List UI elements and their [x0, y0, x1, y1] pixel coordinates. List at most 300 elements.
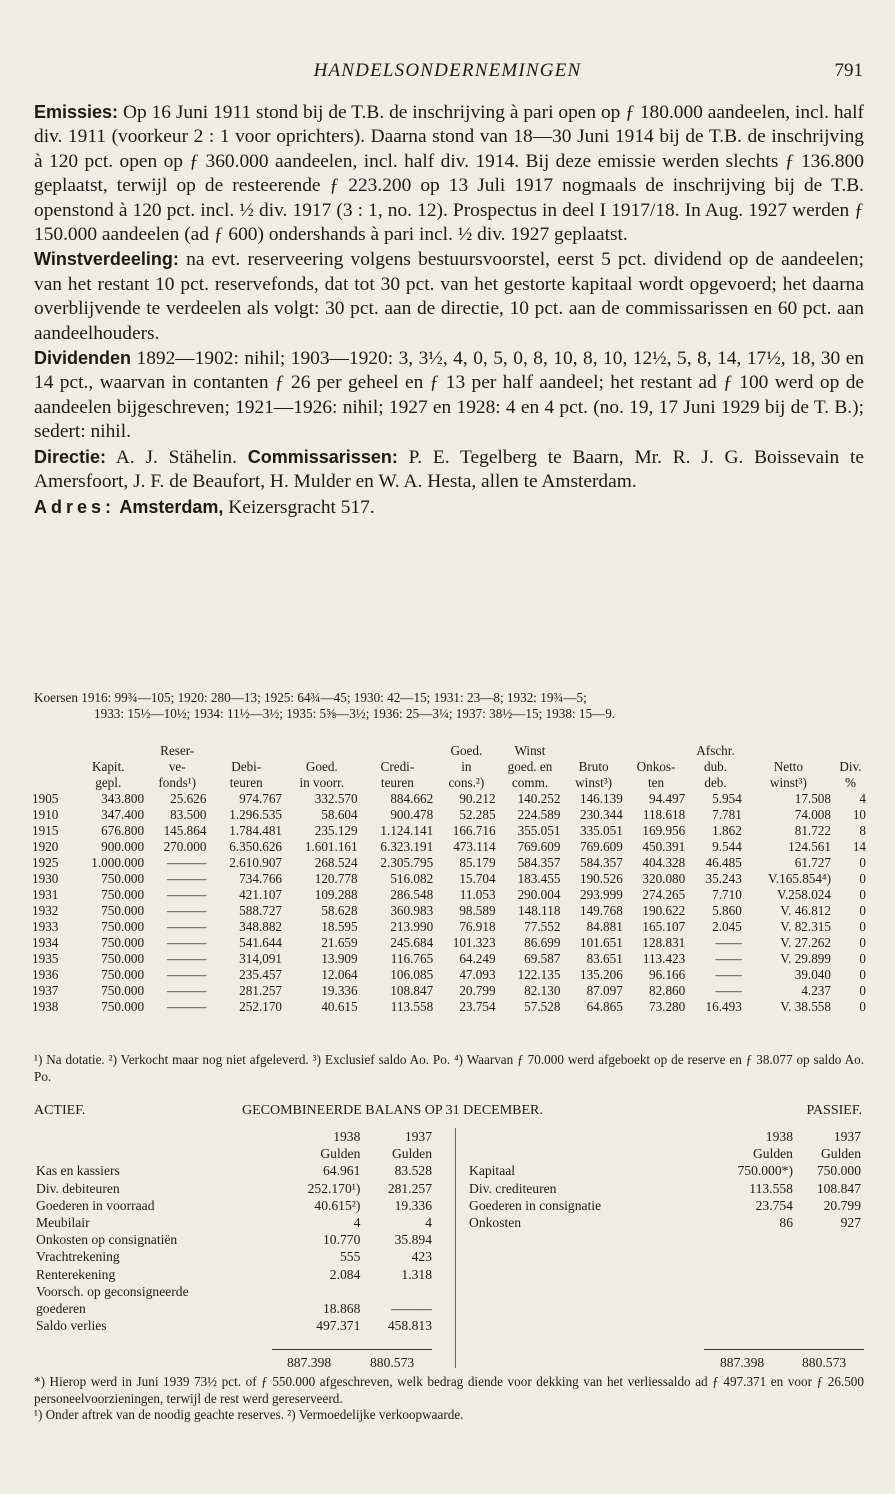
table-cell: 9.544 [712, 839, 742, 854]
table-row [30, 999, 868, 1015]
table-cell: 7.781 [712, 807, 742, 822]
balance-row [34, 1283, 434, 1300]
year-cell: 1933 [32, 919, 59, 934]
table-cell: 750.000 [101, 871, 145, 886]
table-cell: 82.130 [524, 983, 561, 998]
table-cell: 140.252 [517, 791, 561, 806]
balance-value-1937: 35.894 [394, 1232, 432, 1248]
column-header: deb. [704, 775, 727, 790]
table-cell: 286.548 [390, 887, 434, 902]
column-header: ve- [168, 759, 186, 774]
table-cell: 360.983 [390, 903, 434, 918]
year-cell: 1910 [32, 807, 59, 822]
table-cell: 750.000 [101, 967, 145, 982]
table-cell: 4.237 [801, 983, 831, 998]
table-cell: 58.604 [321, 807, 358, 822]
balance-row [467, 1180, 863, 1197]
balance-label: Onkosten [469, 1215, 522, 1231]
table-row [30, 839, 868, 855]
koersen-line-1: Koersen 1916: 99¾—105; 1920: 280—13; 1925: 64¾—45; 1930: 42—15; 1931: 23—8; 1932: 19¾—5; [34, 690, 587, 705]
column-header [360, 743, 436, 759]
balance-value-1938: 40.615²) [314, 1197, 361, 1213]
balance-label: goederen [36, 1301, 86, 1317]
table-cell: 40.615 [321, 999, 358, 1014]
table-cell: 83.651 [586, 951, 623, 966]
balance-label: Div. debiteuren [36, 1180, 120, 1196]
total-rule-actief [272, 1349, 432, 1350]
winstverdeeling-paragraph [34, 247, 864, 346]
column-header: Kapit. [91, 759, 125, 774]
table-cell: 1.784.481 [229, 823, 283, 838]
table-cell: 516.082 [390, 871, 434, 886]
table-cell: ——— [166, 935, 207, 950]
column-header: Debi- [231, 759, 262, 774]
balance-value-1938 [278, 1283, 362, 1300]
table-cell: 13.909 [321, 951, 358, 966]
table-cell: 584.357 [579, 855, 623, 870]
year-cell: 1915 [32, 823, 59, 838]
balance-label: Onkosten op consignatiën [36, 1232, 178, 1248]
adres-city: Amsterdam, [115, 496, 224, 517]
table-footnotes: ¹) Na dotatie. ²) Verkocht maar nog niet afgeleverd. ³) Exclusief saldo Ao. Po. ⁴) Waarvan ƒ 70.000 werd afgeboekt op de reserve en ƒ 38.077 op saldo Ao. Po. [34, 1052, 864, 1084]
table-cell: —— [715, 935, 742, 950]
table-cell: 343.800 [101, 791, 145, 806]
table-cell: 252.170 [239, 999, 283, 1014]
table-cell: 6.350.626 [229, 839, 283, 854]
table-cell: 0 [859, 855, 866, 870]
table-cell: V. 38.558 [780, 999, 831, 1014]
balance-value-1938: 64.961 [323, 1163, 361, 1179]
column-header: Afschr. [696, 743, 735, 758]
balance-row [34, 1317, 434, 1334]
balance-value-1938: 86 [779, 1215, 793, 1231]
table-cell: 77.552 [524, 919, 561, 934]
table-cell: 750.000 [101, 951, 145, 966]
table-cell: 314,091 [239, 951, 283, 966]
balance-value-1938: 113.558 [749, 1180, 793, 1196]
unit-header: Gulden [752, 1146, 793, 1162]
table-cell: —— [715, 983, 742, 998]
table-cell: 64.249 [459, 951, 496, 966]
unit-header: Gulden [820, 1146, 861, 1162]
table-cell: ——— [166, 903, 207, 918]
table-cell: 348.882 [239, 919, 283, 934]
table-cell: 190.622 [642, 903, 686, 918]
table-cell: 21.659 [321, 935, 358, 950]
year-1937-header: 1937 [404, 1129, 432, 1144]
table-row [30, 951, 868, 967]
table-cell: 82.860 [648, 983, 686, 998]
column-header: Goed. [305, 759, 338, 774]
table-cell: 1.124.141 [380, 823, 434, 838]
column-header: dub. [703, 759, 728, 774]
table-cell: 20.799 [459, 983, 496, 998]
footnote-one: ¹) Onder aftrek van de noodig geachte reserves. ²) Vermoedelijke verkoopwaarde. [34, 1407, 464, 1422]
table-cell: 96.166 [648, 967, 686, 982]
balance-value-1937: 83.528 [394, 1163, 432, 1179]
year-1938-header: 1938 [333, 1129, 361, 1144]
table-cell: 224.589 [517, 807, 561, 822]
table-cell: 190.526 [579, 871, 623, 886]
balance-value-1937: ——— [391, 1301, 432, 1317]
table-cell: 320.080 [642, 871, 686, 886]
table-cell: 12.064 [321, 967, 358, 982]
table-cell: ——— [166, 999, 207, 1014]
balance-value-1937: 4 [425, 1215, 432, 1231]
balance-row [467, 1162, 863, 1179]
table-cell: ——— [166, 855, 207, 870]
table-cell: 0 [859, 983, 866, 998]
table-cell: 1.601.161 [304, 839, 358, 854]
directie-text: A. J. Stähelin. [106, 446, 248, 468]
table-cell: 750.000 [101, 903, 145, 918]
column-header [30, 759, 70, 775]
balance-label: Kapitaal [469, 1163, 516, 1179]
table-cell: 750.000 [101, 919, 145, 934]
year-cell: 1930 [32, 871, 59, 886]
table-cell: 900.000 [101, 839, 145, 854]
table-cell: 2.305.795 [380, 855, 434, 870]
balance-label: Voorsch. op geconsigneerde [36, 1283, 189, 1299]
balance-value-1938: 750.000*) [737, 1163, 793, 1179]
balance-row [34, 1266, 434, 1283]
balance-row [34, 1214, 434, 1231]
table-cell: 73.280 [648, 999, 686, 1014]
total-passief-1938: 887.398 [720, 1355, 765, 1370]
table-cell: V.165.854⁴) [768, 871, 831, 886]
table-cell: 268.524 [314, 855, 358, 870]
table-cell: 245.684 [390, 935, 434, 950]
table-cell: 0 [859, 903, 866, 918]
balance-row [34, 1248, 434, 1265]
year-cell: 1935 [32, 951, 59, 966]
table-cell: ——— [166, 871, 207, 886]
column-header [833, 743, 868, 759]
column-header: teuren [380, 775, 414, 790]
balance-row [34, 1180, 434, 1197]
directie-paragraph [34, 445, 864, 495]
table-cell: 450.391 [642, 839, 686, 854]
table-cell: 116.765 [390, 951, 434, 966]
table-cell: ——— [166, 919, 207, 934]
table-cell: 473.114 [453, 839, 496, 854]
table-cell: 23.754 [459, 999, 496, 1014]
table-cell: V. 27.262 [780, 935, 831, 950]
table-cell: 335.051 [579, 823, 623, 838]
balance-label: Meubilair [36, 1215, 90, 1231]
table-cell: 18.595 [321, 919, 358, 934]
table-cell: 769.609 [517, 839, 561, 854]
table-cell: —— [715, 951, 742, 966]
balance-value-1937: 423 [411, 1249, 432, 1265]
emissies-paragraph [34, 100, 864, 247]
passief-table [467, 1128, 863, 1231]
table-cell: 0 [859, 871, 866, 886]
passief-label: PASSIEF. [806, 1103, 862, 1118]
table-cell: 293.999 [579, 887, 623, 902]
table-row [30, 855, 868, 871]
financial-header-row [30, 759, 868, 775]
table-cell: 25.626 [170, 791, 207, 806]
balance-value-1938: 497.371 [316, 1318, 361, 1334]
table-cell: 113.558 [390, 999, 434, 1014]
table-cell: 108.847 [390, 983, 434, 998]
balance-row [467, 1197, 863, 1214]
table-cell: 124.561 [788, 839, 831, 854]
year-1937-header: 1937 [833, 1129, 861, 1144]
table-cell: ——— [166, 983, 207, 998]
column-header: cons.²) [448, 775, 485, 790]
table-cell: 0 [859, 919, 866, 934]
actief-label: ACTIEF. [34, 1103, 86, 1118]
table-cell: 106.085 [390, 967, 434, 982]
table-cell: 94.497 [648, 791, 686, 806]
column-header: Div. [839, 759, 862, 774]
balance-row [34, 1231, 434, 1248]
column-header: goed. en [507, 759, 553, 774]
column-header: gepl. [95, 775, 122, 790]
table-cell: 974.767 [239, 791, 283, 806]
table-cell: 541.644 [239, 935, 283, 950]
table-cell: —— [715, 967, 742, 982]
balance-row [34, 1162, 434, 1179]
year-cell: 1905 [32, 791, 59, 806]
balance-label: Goederen in voorraad [36, 1197, 155, 1213]
winstverdeeling-text: na evt. reserveering volgens bestuursvoorstel, eerst 5 pct. dividend op de aandeelen; van het restant 10 pct. reservefonds, dat tot 30 pct. van het gestorte kapitaal wordt opgevoerd; het daarna overblijvende te verdeelen als volgt: 30 pct. aan de directie, 10 pct. aan de commissarissen en 60 pct. aan aandeelhouders. [34, 249, 864, 344]
column-header: comm. [511, 775, 549, 790]
table-cell: 149.768 [579, 903, 623, 918]
table-cell: 122.135 [517, 967, 561, 982]
table-cell: 1.296.535 [229, 807, 283, 822]
table-cell: 35.243 [705, 871, 742, 886]
column-header [744, 743, 833, 759]
table-cell: 332.570 [314, 791, 358, 806]
table-row [30, 807, 868, 823]
table-cell: 64.865 [586, 999, 623, 1014]
table-cell: 0 [859, 935, 866, 950]
balance-label: Renterekening [36, 1266, 116, 1282]
table-cell: 86.699 [524, 935, 561, 950]
balance-value-1938: 10.770 [323, 1232, 361, 1248]
financial-header-row [30, 743, 868, 759]
koersen-block [34, 690, 864, 722]
table-cell: 46.485 [705, 855, 742, 870]
table-cell: 1.862 [712, 823, 742, 838]
year-cell: 1934 [32, 935, 59, 950]
column-header [70, 743, 146, 759]
table-cell: V. 29.899 [780, 951, 831, 966]
directie-label: Directie: [34, 446, 107, 467]
table-cell: 2.045 [712, 919, 742, 934]
table-cell: 6.323.191 [380, 839, 434, 854]
table-cell: 85.179 [459, 855, 496, 870]
year-1938-header: 1938 [765, 1129, 793, 1144]
table-cell: ——— [166, 887, 207, 902]
adres-paragraph [34, 495, 864, 520]
total-actief-1938: 887.398 [287, 1355, 332, 1370]
table-cell: 14 [852, 839, 866, 854]
running-head: HANDELSONDERNEMINGEN [313, 60, 582, 81]
balance-value-1938: 555 [340, 1249, 361, 1265]
column-header: in voorr. [299, 775, 345, 790]
balance-title: GECOMBINEERDE BALANS OP 31 DECEMBER. [242, 1103, 543, 1118]
table-cell: 1.000.000 [91, 855, 145, 870]
balance-row [34, 1300, 434, 1317]
actief-table [34, 1128, 434, 1334]
financial-history-table [30, 743, 868, 1015]
table-cell: 750.000 [101, 983, 145, 998]
column-header: Bruto [578, 759, 609, 774]
column-header: Winst [514, 743, 546, 758]
balance-value-1937: 20.799 [823, 1197, 861, 1213]
table-cell: 235.129 [314, 823, 358, 838]
year-cell: 1937 [32, 983, 59, 998]
commissarissen-label: Commissarissen: [247, 446, 398, 467]
table-cell: 230.344 [579, 807, 623, 822]
financial-table-header [30, 743, 868, 791]
table-cell: 281.257 [239, 983, 283, 998]
balance-row [467, 1214, 863, 1231]
table-cell: 84.881 [586, 919, 623, 934]
table-cell: 750.000 [101, 887, 145, 902]
balance-value-1937: 108.847 [816, 1180, 861, 1196]
table-cell: 5.954 [712, 791, 742, 806]
financial-header-row [30, 775, 868, 791]
table-cell: ——— [166, 967, 207, 982]
table-cell: 8 [859, 823, 866, 838]
table-cell: 19.336 [321, 983, 358, 998]
winstverdeeling-label: Winstverdeeling: [34, 249, 179, 270]
table-cell: 290.004 [517, 887, 561, 902]
balance-label: Goederen in consignatie [469, 1197, 602, 1213]
table-row [30, 871, 868, 887]
balance-label: Kas en kassiers [36, 1163, 120, 1179]
table-cell: 347.400 [101, 807, 145, 822]
adres-label: Adres: [34, 496, 116, 517]
emissies-text: Op 16 Juni 1911 stond bij de T.B. de inschrijving à pari open op ƒ 180.000 aandeelen, incl. half div. 1911 (voorkeur 2 : 1 voor oprichters). Daarna stond van 18—30 Juni 1914 bij de T.B. de inschrijving à 120 pct. open op ƒ 360.000 aandeelen, incl. half div. 1914. Bij deze emissie werden slechts ƒ 136.800 geplaatst, terwijl op de resteerende ƒ 223.200 op 13 Juli 1917 nogmaals de inschrijving bij de T.B. openstond à 120 pct. incl. ½ div. 1917 (3 : 1, no. 12). Prospectus in deel I 1917/18. In Aug. 1927 werden ƒ 150.000 aandeelen (ad ƒ 600) ondershands à pari incl. ½ div. 1927 geplaatst. [34, 102, 864, 246]
year-cell: 1925 [32, 855, 59, 870]
column-header [562, 743, 624, 759]
table-cell: 750.000 [101, 999, 145, 1014]
table-cell: 270.000 [163, 839, 207, 854]
column-header: Goed. [450, 743, 483, 758]
table-cell: 52.285 [459, 807, 496, 822]
table-cell: 183.455 [517, 871, 561, 886]
balance-value-1937: 927 [840, 1215, 861, 1231]
footnote-star: *) Hierop werd in Juni 1939 73½ pct. of ƒ 550.000 afgeschreven, welk bedrag diende voor dekking van het verliessaldo ad ƒ 497.371 en voor ƒ 26.500 personeelvoorzieningen, terwijl de rest werd gereserveerd. [34, 1374, 864, 1406]
unit-header: Gulden [320, 1146, 361, 1162]
table-cell: 113.423 [642, 951, 686, 966]
table-row [30, 903, 868, 919]
table-cell: 74.008 [794, 807, 831, 822]
year-cell: 1936 [32, 967, 59, 982]
table-cell: 69.587 [524, 951, 561, 966]
table-row [30, 791, 868, 807]
table-cell: 101.323 [452, 935, 496, 950]
table-cell: 61.727 [794, 855, 831, 870]
table-cell: 10 [852, 807, 866, 822]
table-cell: 4 [859, 791, 866, 806]
adres-street: Keizersgracht 517. [223, 496, 375, 518]
table-row [30, 887, 868, 903]
balance-value-1937: 750.000 [816, 1163, 861, 1179]
balance-value-1937 [362, 1283, 434, 1300]
column-header: teuren [229, 775, 263, 790]
table-cell: 57.528 [524, 999, 561, 1014]
year-cell: 1938 [32, 999, 59, 1014]
table-cell: 0 [859, 887, 866, 902]
column-divider [455, 1128, 456, 1368]
table-row [30, 983, 868, 999]
balance-value-1938: 23.754 [755, 1197, 793, 1213]
table-cell: 166.716 [452, 823, 496, 838]
table-cell: 584.357 [517, 855, 561, 870]
balance-label: Saldo verlies [36, 1318, 107, 1334]
column-header [284, 743, 360, 759]
balance-value-1938: 252.170¹) [307, 1180, 361, 1196]
balance-label: Div. crediteuren [469, 1180, 557, 1196]
balance-value-1937: 19.336 [394, 1197, 432, 1213]
table-cell: 2.610.907 [229, 855, 283, 870]
unit-header: Gulden [391, 1146, 432, 1162]
column-header: winst³) [769, 775, 807, 790]
table-cell: 11.053 [459, 887, 496, 902]
table-row [30, 935, 868, 951]
table-cell: 734.766 [239, 871, 283, 886]
table-cell: 404.328 [642, 855, 686, 870]
table-cell: V. 82.315 [780, 919, 831, 934]
table-cell: 145.864 [163, 823, 207, 838]
year-cell: 1932 [32, 903, 59, 918]
table-cell: 128.831 [642, 935, 686, 950]
table-cell: 101.651 [579, 935, 623, 950]
table-cell: 148.118 [518, 903, 561, 918]
table-cell: 0 [859, 999, 866, 1014]
koersen-line-2: 1933: 15½—10½; 1934: 11½—3½; 1935: 5⅝—3½; 1936: 25—3¼; 1937: 38½—15; 1938: 15—9. [94, 706, 616, 721]
total-rule-passief [704, 1349, 864, 1350]
column-header: fonds¹) [158, 775, 197, 790]
table-cell: 421.107 [239, 887, 283, 902]
balance-value-1938: 18.868 [323, 1301, 361, 1317]
column-header [625, 743, 687, 759]
table-cell: 47.093 [459, 967, 496, 982]
page-number: 791 [834, 60, 863, 81]
table-cell: 39.040 [794, 967, 831, 982]
table-cell: 118.618 [642, 807, 686, 822]
year-cell: 1920 [32, 839, 59, 854]
table-cell: 274.265 [642, 887, 686, 902]
table-cell: 83.500 [170, 807, 207, 822]
commissarissen-text: P. E. Tegelberg te Baarn, Mr. R. J. G. Boissevain te Amersfoort, J. F. de Beaufort, H. Mulder en W. A. Hesta, allen te Amsterdam. [34, 446, 864, 493]
column-header [30, 775, 70, 791]
table-cell: 235.457 [239, 967, 283, 982]
dividenden-text: 1892—1902: nihil; 1903—1920: 3, 3½, 4, 0, 5, 0, 8, 10, 8, 10, 12½, 5, 8, 14, 17½, 18, 30 en 14 pct., waarvan in contanten ƒ 26 per geheel en ƒ 13 per half aandeel; het restant ad ƒ 100 werd op de aandeelen bijgeschreven; 1921—1926: nihil; 1927 en 1928: 4 en 4 pct. (no. 19, 17 Juni 1929 bij de T. B.); sedert: nihil. [34, 348, 864, 443]
balance-value-1938: 4 [353, 1215, 361, 1231]
table-row [30, 967, 868, 983]
column-header: winst³) [575, 775, 613, 790]
financial-table-body [30, 791, 868, 1015]
dividenden-paragraph [34, 346, 864, 445]
table-cell: 165.107 [642, 919, 686, 934]
column-header: ten [647, 775, 665, 790]
table-cell: 90.212 [459, 791, 496, 806]
table-cell: 58.628 [321, 903, 358, 918]
table-cell: 135.206 [579, 967, 623, 982]
table-row [30, 823, 868, 839]
table-cell: 750.000 [101, 935, 145, 950]
table-cell: 76.918 [459, 919, 496, 934]
table-cell: 588.727 [239, 903, 283, 918]
